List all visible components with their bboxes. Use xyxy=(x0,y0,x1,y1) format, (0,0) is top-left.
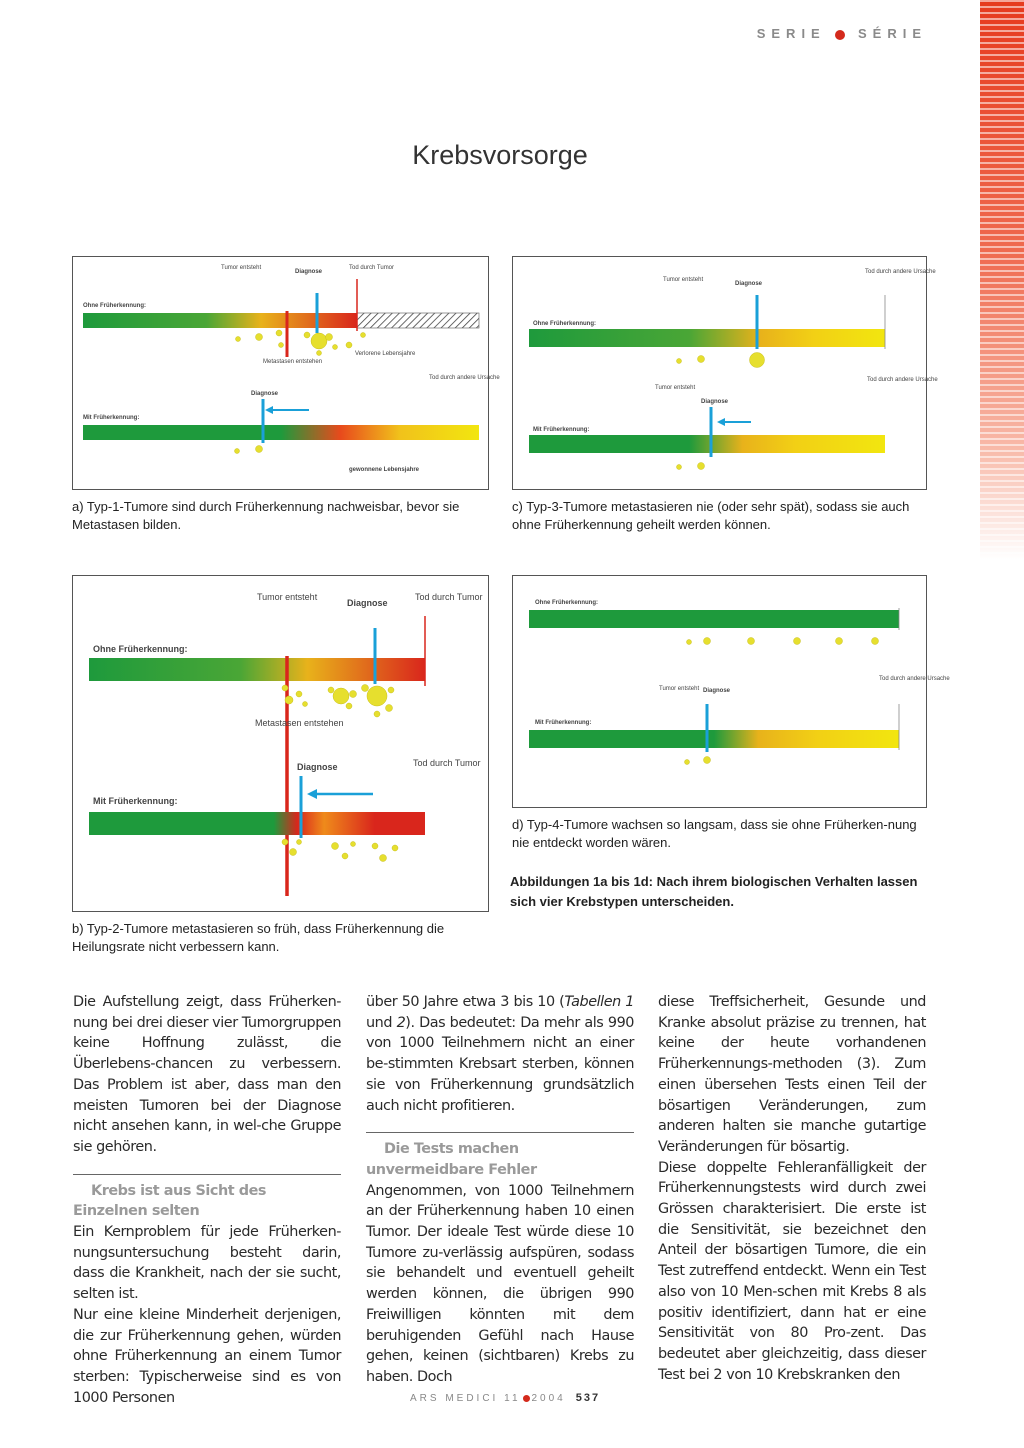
footer-journal: ARS MEDICI 11 xyxy=(410,1393,521,1404)
bar-hatched-lost-years xyxy=(357,313,479,328)
figure-summary: Abbildungen 1a bis 1d: Nach ihrem biologischen Verhalten lassen sich vier Krebstypen unterscheiden. xyxy=(510,874,918,909)
bar-mit xyxy=(529,730,899,748)
paragraph: Nur eine kleine Minderheit derjenigen, die zur Früherkennung gehen, würden ohne Früherkennung an einem Tumor sterben: Typischerweise sind es von 1000 Personen xyxy=(73,1306,341,1406)
tumor-dots-2 xyxy=(685,757,711,765)
label-metastasen: Metastasen entstehen xyxy=(263,359,323,365)
caption-d: d) Typ-4-Tumore wachsen so langsam, dass sie ohne Früherken-nung nie entdeckt worden wären. xyxy=(512,817,917,850)
figure-c xyxy=(512,256,938,490)
bar-mit xyxy=(83,425,479,440)
page-number: 537 xyxy=(575,1392,601,1404)
tumor-dots xyxy=(282,685,394,718)
label-tod2: Tod durch andere Ursache xyxy=(867,377,938,383)
bar-ohne xyxy=(529,610,899,628)
label-diagnose2: Diagnose xyxy=(251,391,279,397)
label-tod: Tod durch andere Ursache xyxy=(865,269,936,275)
label-diagnose2: Diagnose xyxy=(297,762,338,772)
tumor-dots-2 xyxy=(677,463,705,470)
tumor-dots xyxy=(677,353,765,368)
figure-b xyxy=(72,575,489,912)
figure-d xyxy=(512,575,950,808)
label-mit: Mit Früherkennung: xyxy=(533,427,590,433)
tumor-dots-2 xyxy=(282,839,398,862)
series-header xyxy=(757,26,927,41)
tumor-dots-2 xyxy=(235,446,263,454)
paragraph: Diese doppelte Fehleranfälligkeit der Früherkennungstests wird durch zwei Grössen charakterisiert. Die erste ist die Sensitivität, sie bezeichnet den Anteil der bösartigen Tumore, die ein Test zutreffend entdeckt. Wenn ein Test also von 10 Men-schen mit Krebs 8 als positiv identifiziert, dann hat er eine Sensitivität von 80 Pro-zent. Das bedeutet aber gleichzeitig, dass dieser Test bei 2 von 10 Krebskranken den xyxy=(658,1159,926,1383)
header-dot-icon xyxy=(835,30,845,40)
label-mit: Mit Früherkennung: xyxy=(93,796,178,806)
tumor-dots xyxy=(687,638,879,645)
label-diagnose: Diagnose xyxy=(703,688,731,694)
label-ohne: Ohne Früherkennung: xyxy=(83,303,146,309)
caption-c: c) Typ-3-Tumore metastasieren nie (oder sehr spät), sodass sie auch ohne Früherkennung geheilt werden können. xyxy=(512,499,910,532)
label-diagnose: Diagnose xyxy=(735,281,763,287)
header-serie-fr: SÉRIE xyxy=(857,26,927,41)
bar-ohne xyxy=(529,329,885,347)
decorative-side-stripe xyxy=(980,0,1024,560)
footer-year: 2004 xyxy=(531,1393,566,1404)
label-metastasen: Metastasen entstehen xyxy=(255,718,344,728)
paragraph: Die Aufstellung zeigt, dass Früherken-nung bei drei dieser vier Tumorgruppen keine Hoffnung zulässt, die Überlebens-chancen zu verbessern. Das Problem ist aber, dass man den meisten Tumoren bei der Diagnose nicht ansehen kann, in wel-che Gruppe sie gehören. xyxy=(73,994,342,1155)
label-tod: Tod durch Tumor xyxy=(415,592,483,602)
tumor-dots xyxy=(236,330,366,356)
label-mit: Mit Früherkennung: xyxy=(83,415,140,421)
label-diagnose: Diagnose xyxy=(347,598,388,608)
label-tumor: Tumor entsteht xyxy=(663,277,704,283)
paragraph: diese Treffsicherheit, Gesunde und Kranke absolut präzise zu trennen, hat keine der heute vorhandenen Früherkennungs-methoden (3). Zum einen übersehen Tests einen Teil der bösartigen Veränderungen, zum anderen halten sie manche gutartige Veränderungen für bösartig. xyxy=(658,994,926,1155)
arrow-head-icon xyxy=(265,406,273,414)
label-ohne: Ohne Früherkennung: xyxy=(535,600,598,606)
label-tumor: Tumor entsteht xyxy=(257,592,318,602)
label-tumor2: Tumor entsteht xyxy=(655,385,696,391)
label-tod2: Tod durch andere Ursache xyxy=(429,375,500,381)
paragraph: Ein Kernproblem für jede Früherken-nungsuntersuchung besteht darin, dass die Krankheit, nach der sie sucht, selten ist. xyxy=(73,1224,341,1303)
paragraph: über 50 Jahre etwa 3 bis 10 (Tabellen 1 und 2). Das bedeutet: Da mehr als 990 von 1000 Teilnehmern nicht an einer be-stimmten Krebsart sterben, können sie von Früherkennung grundsätzlich auch nicht profitieren. xyxy=(366,994,634,1114)
label-tod: Tod durch andere Ursache xyxy=(879,676,950,682)
section-heading: Die Tests machen unvermeidbare Fehler xyxy=(366,1132,634,1180)
label-verlorene: Verlorene Lebensjahre xyxy=(355,351,416,357)
footer-dot-icon xyxy=(523,1395,530,1402)
bar-mit xyxy=(529,435,885,453)
label-diagnose2: Diagnose xyxy=(701,399,729,405)
figure-a xyxy=(72,256,500,490)
column-3 xyxy=(658,992,926,1385)
label-tumor: Tumor entsteht xyxy=(221,265,262,271)
label-gewonnene: gewonnene Lebensjahre xyxy=(349,467,420,473)
label-tod: Tod durch Tumor xyxy=(349,265,395,271)
page-title: Krebsvorsorge xyxy=(412,140,588,170)
paragraph: Angenommen, von 1000 Teilnehmern an der Früherkennung haben 10 einen Tumor. Der ideale Test würde diese 10 Tumore zu-verlässig aufspüren, sodass sie behandelt und eventuell geheilt werden können, die übrigen 990 Freiwilligen könnten mit dem beruhigenden Gefühl nach Hause gehen, keinen (sichtbaren) Krebs zu haben. Doch xyxy=(366,1182,634,1385)
label-ohne: Ohne Früherkennung: xyxy=(93,644,188,654)
caption-a: a) Typ-1-Tumore sind durch Früherkennung nachweisbar, bevor sie Metastasen bilden. xyxy=(72,499,460,532)
caption-b: b) Typ-2-Tumore metastasieren so früh, dass Früherkennung die Heilungsrate nicht verbessern kann. xyxy=(72,921,445,954)
bar-mit xyxy=(89,812,425,835)
label-tod2: Tod durch Tumor xyxy=(413,758,481,768)
header-serie: SERIE xyxy=(756,26,826,41)
label-ohne: Ohne Früherkennung: xyxy=(533,321,596,327)
label-tumor: Tumor entsteht xyxy=(659,686,700,692)
arrow-head-icon xyxy=(717,418,725,426)
column-1 xyxy=(73,992,341,1408)
label-mit: Mit Früherkennung: xyxy=(535,720,592,726)
page-footer xyxy=(410,1392,600,1404)
section-heading: Krebs ist aus Sicht des Einzelnen selten xyxy=(73,1174,341,1222)
label-diagnose: Diagnose xyxy=(295,269,323,275)
column-2 xyxy=(366,992,634,1388)
arrow-head-icon xyxy=(307,789,317,799)
